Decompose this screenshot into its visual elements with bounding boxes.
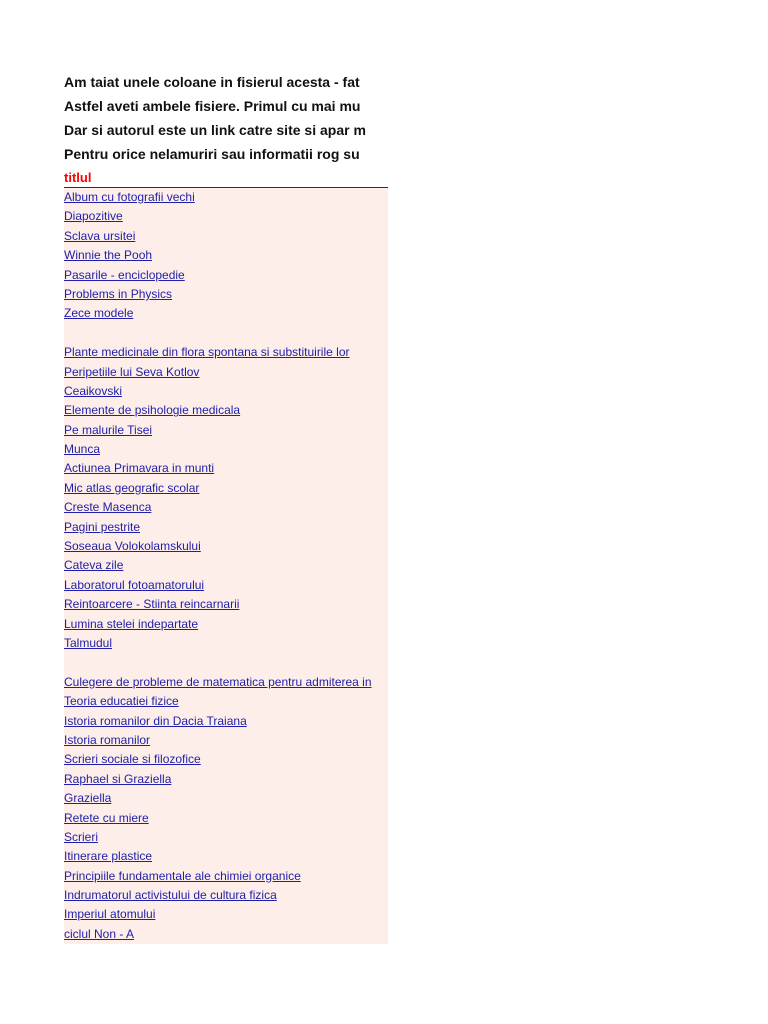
list-item: [64, 615, 388, 634]
list-item: [64, 673, 388, 692]
title-link[interactable]: ciclul Non - A: [64, 926, 135, 941]
list-item: [64, 188, 388, 207]
list-item: [64, 750, 388, 769]
title-link[interactable]: Pasarile - enciclopedie: [64, 267, 185, 282]
title-link[interactable]: Album cu fotografii vechi: [64, 190, 195, 204]
list-item: [64, 304, 388, 323]
list-item: [64, 227, 388, 246]
list-item: [64, 266, 388, 285]
list-item: [64, 867, 388, 886]
title-link[interactable]: Imperiul atomului: [64, 907, 156, 922]
title-link[interactable]: Principiile fundamentale ale chimiei organice: [64, 868, 301, 883]
title-link[interactable]: Zece modele: [64, 306, 134, 321]
title-link[interactable]: Winnie the Pooh: [64, 248, 153, 263]
list-item: [64, 382, 388, 401]
list-item: [64, 828, 388, 847]
list-item: [64, 789, 388, 808]
list-item: [64, 401, 388, 420]
title-link[interactable]: Elemente de psihologie medicala: [64, 403, 241, 418]
title-link[interactable]: Graziella: [64, 791, 112, 806]
title-link[interactable]: Peripetiile lui Seva Kotlov: [64, 364, 200, 379]
title-link[interactable]: Pagini pestrite: [64, 519, 141, 534]
intro-line: Dar si autorul este un link catre site si apar m: [64, 122, 366, 138]
title-link[interactable]: Culegere de probleme de matematica pentru admiterea in: [64, 674, 372, 689]
intro-line: Pentru orice nelamuriri sau informatii rog su: [64, 146, 360, 162]
list-item: [64, 770, 388, 789]
list-item: [64, 498, 388, 517]
list-item: [64, 692, 388, 711]
list-item: [64, 634, 388, 653]
title-link[interactable]: Sclava ursitei: [64, 228, 136, 243]
title-link[interactable]: Plante medicinale din flora spontana si substituirile lor: [64, 345, 350, 360]
list-item: [64, 421, 388, 440]
title-link[interactable]: Indrumatorul activistului de cultura fizica: [64, 888, 277, 903]
list-item: [64, 537, 388, 556]
title-link[interactable]: Diapozitive: [64, 209, 123, 224]
intro-line: Astfel aveti ambele fisiere. Primul cu mai mu: [64, 98, 361, 114]
list-item: [64, 207, 388, 226]
title-link[interactable]: Istoria romanilor: [64, 732, 151, 747]
list-item: [64, 556, 388, 575]
title-link[interactable]: Cateva zile: [64, 558, 124, 573]
title-link[interactable]: Talmudul: [64, 635, 113, 650]
list-item: [64, 847, 388, 866]
intro-notes: [64, 72, 388, 168]
title-link[interactable]: Scrieri sociale si filozofice: [64, 752, 201, 767]
list-item: [64, 731, 388, 750]
title-link[interactable]: Creste Masenca: [64, 500, 152, 515]
empty-row: [64, 653, 388, 672]
list-item: [64, 343, 388, 362]
list-item: [64, 905, 388, 924]
spreadsheet-area: [64, 0, 388, 1024]
column-header-title: titlul: [64, 168, 388, 189]
title-link[interactable]: Problems in Physics: [64, 286, 173, 301]
list-item: [64, 246, 388, 265]
list-item: [64, 518, 388, 537]
list-item: [64, 809, 388, 828]
list-item: [64, 886, 388, 905]
list-item: [64, 459, 388, 478]
title-link[interactable]: Istoria romanilor din Dacia Traiana: [64, 713, 247, 728]
list-item: [64, 576, 388, 595]
list-item: [64, 595, 388, 614]
title-link[interactable]: Pe malurile Tisei: [64, 422, 153, 437]
title-link[interactable]: Mic atlas geografic scolar: [64, 480, 200, 495]
list-item: [64, 285, 388, 304]
intro-line: Am taiat unele coloane in fisierul acesta - fat: [64, 74, 360, 90]
title-link[interactable]: Itinerare plastice: [64, 849, 153, 864]
title-link[interactable]: Scrieri: [64, 829, 99, 844]
list-item: [64, 479, 388, 498]
title-link[interactable]: Raphael si Graziella: [64, 771, 172, 786]
title-link[interactable]: Ceaikovski: [64, 383, 123, 398]
list-item: [64, 712, 388, 731]
title-list: [64, 188, 388, 944]
title-link[interactable]: Laboratorul fotoamatorului: [64, 577, 205, 592]
title-link[interactable]: Munca: [64, 442, 101, 457]
title-link[interactable]: Lumina stelei indepartate: [64, 616, 199, 631]
title-link[interactable]: Reintoarcere - Stiinta reincarnarii: [64, 597, 240, 612]
title-link[interactable]: Soseaua Volokolamskului: [64, 539, 201, 554]
title-link[interactable]: Actiunea Primavara in munti: [64, 461, 215, 476]
list-item: [64, 440, 388, 459]
list-item: [64, 925, 388, 944]
title-link[interactable]: Retete cu miere: [64, 810, 149, 825]
empty-row: [64, 324, 388, 343]
list-item: [64, 363, 388, 382]
title-link[interactable]: Teoria educatiei fizice: [64, 694, 179, 709]
